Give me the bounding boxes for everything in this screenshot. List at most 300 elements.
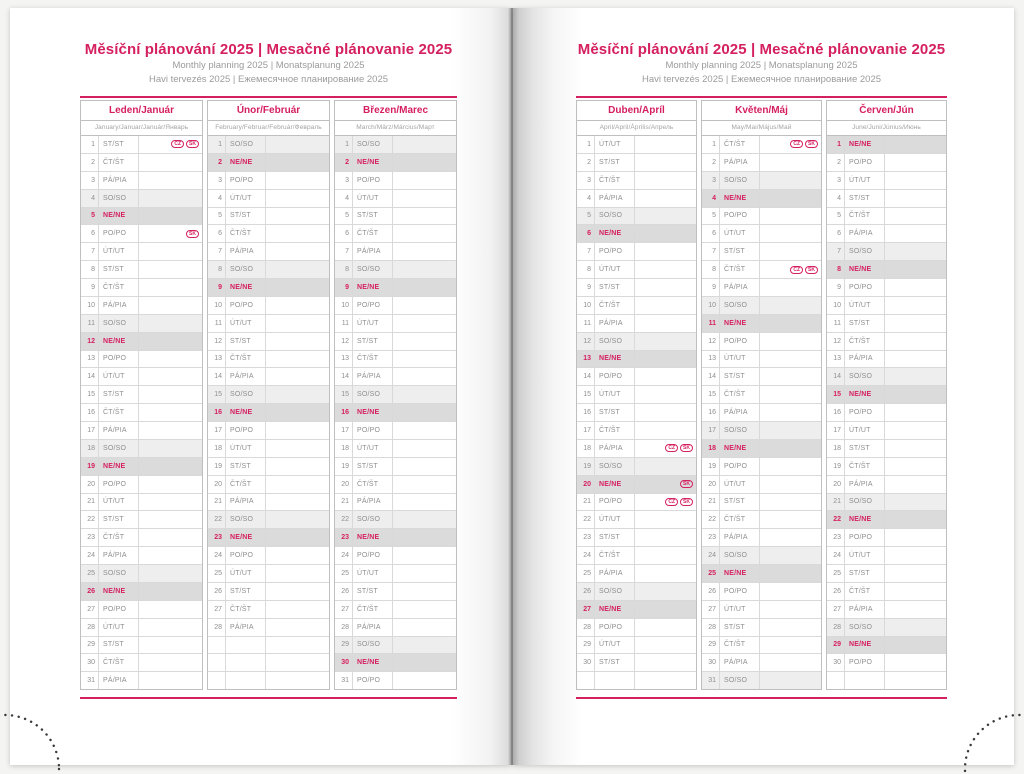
day-of-week: ÚT/UT (99, 619, 139, 636)
day-of-week: ÚT/UT (720, 225, 760, 242)
day-number: 7 (577, 243, 595, 260)
day-of-week: NE/NE (226, 529, 266, 546)
day-of-week: ST/ST (595, 529, 635, 546)
day-number: 1 (702, 136, 720, 153)
day-row (335, 332, 456, 350)
day-number (208, 637, 226, 654)
day-row (81, 350, 202, 368)
month-title: Únor/Február (207, 100, 330, 121)
day-of-week: NE/NE (845, 511, 885, 528)
notes-cell (393, 422, 456, 439)
notes-cell (635, 225, 696, 242)
day-row (827, 224, 946, 242)
notes-cell (760, 172, 821, 189)
day-number: 9 (335, 279, 353, 296)
day-number: 7 (335, 243, 353, 260)
notes-cell (266, 565, 329, 582)
day-of-week: PO/PO (353, 172, 393, 189)
day-of-week: ÚT/UT (845, 422, 885, 439)
day-number: 16 (81, 404, 99, 421)
day-of-week: PO/PO (845, 279, 885, 296)
day-number: 31 (81, 672, 99, 689)
day-of-week: ÚT/UT (99, 243, 139, 260)
notes-cell (266, 261, 329, 278)
day-number: 16 (827, 404, 845, 421)
notes-cell (393, 154, 456, 171)
day-of-week: ÚT/UT (845, 297, 885, 314)
day-of-week: ST/ST (720, 619, 760, 636)
day-row (702, 403, 821, 421)
day-row (702, 493, 821, 511)
notes-cell (266, 458, 329, 475)
notes-cell (393, 208, 456, 225)
day-number: 11 (335, 315, 353, 332)
day-row (208, 493, 329, 511)
day-number: 11 (81, 315, 99, 332)
notes-cell (760, 368, 821, 385)
day-number: 17 (208, 422, 226, 439)
month-table (701, 100, 822, 690)
day-of-week: PO/PO (595, 368, 635, 385)
month-table (826, 100, 947, 690)
notes-cell (760, 637, 821, 654)
page-right (513, 8, 1014, 765)
day-row (335, 136, 456, 153)
notes-cell (760, 386, 821, 403)
day-number: 7 (702, 243, 720, 260)
day-number: 26 (335, 583, 353, 600)
notes-cell (760, 565, 821, 582)
day-row (827, 475, 946, 493)
month-title: Březen/Marec (334, 100, 457, 121)
day-row (335, 171, 456, 189)
day-of-week: ČT/ŠT (353, 601, 393, 618)
notes-cell (139, 583, 202, 600)
day-of-week: ST/ST (99, 136, 139, 153)
notes-cell (139, 136, 202, 153)
notes-cell (266, 476, 329, 493)
day-number: 11 (208, 315, 226, 332)
day-row (81, 278, 202, 296)
day-of-week: PÁ/PIA (99, 172, 139, 189)
day-number: 6 (827, 225, 845, 242)
day-row (577, 439, 696, 457)
notes-cell (266, 619, 329, 636)
day-row (335, 350, 456, 368)
holiday-badge-sk-icon: SK (186, 140, 199, 148)
notes-cell (885, 583, 946, 600)
notes-cell (393, 351, 456, 368)
day-row (335, 278, 456, 296)
day-number: 25 (577, 565, 595, 582)
day-of-week: PÁ/PIA (226, 494, 266, 511)
day-row (81, 136, 202, 153)
day-row (827, 671, 946, 689)
notes-cell (266, 440, 329, 457)
day-of-week: ČT/ŠT (353, 225, 393, 242)
day-of-week: ST/ST (226, 208, 266, 225)
notes-cell (266, 494, 329, 511)
day-of-week: SO/SO (353, 261, 393, 278)
day-of-week: PÁ/PIA (595, 440, 635, 457)
day-of-week: SO/SO (226, 511, 266, 528)
day-number: 14 (827, 368, 845, 385)
day-number: 9 (577, 279, 595, 296)
day-row (577, 207, 696, 225)
day-number: 12 (335, 333, 353, 350)
day-of-week: ST/ST (845, 565, 885, 582)
day-row (702, 189, 821, 207)
notes-cell (266, 583, 329, 600)
day-of-week: ST/ST (353, 583, 393, 600)
day-number: 14 (702, 368, 720, 385)
day-number: 30 (577, 654, 595, 671)
notes-cell (139, 672, 202, 689)
day-number: 24 (335, 547, 353, 564)
notes-cell (393, 368, 456, 385)
notes-cell (139, 190, 202, 207)
day-number: 20 (335, 476, 353, 493)
day-of-week: SO/SO (720, 297, 760, 314)
day-of-week: ČT/ŠT (845, 583, 885, 600)
month-subtitle: March/März/Március/Март (334, 121, 457, 136)
day-number: 15 (827, 386, 845, 403)
notes-cell (266, 529, 329, 546)
day-of-week: ST/ST (845, 440, 885, 457)
day-of-week: PO/PO (720, 333, 760, 350)
day-of-week: PÁ/PIA (845, 351, 885, 368)
day-of-week: ČT/ŠT (595, 547, 635, 564)
notes-cell (266, 601, 329, 618)
notes-cell (760, 422, 821, 439)
notes-cell (760, 208, 821, 225)
notes-cell (393, 547, 456, 564)
day-number: 16 (335, 404, 353, 421)
day-of-week: ST/ST (99, 637, 139, 654)
day-number: 2 (208, 154, 226, 171)
day-row (335, 671, 456, 689)
day-number: 4 (577, 190, 595, 207)
day-row (208, 314, 329, 332)
notes-cell (885, 333, 946, 350)
day-row (577, 260, 696, 278)
day-number: 9 (702, 279, 720, 296)
months-left (80, 100, 457, 690)
notes-cell (139, 440, 202, 457)
notes-cell (760, 476, 821, 493)
notes-cell (266, 279, 329, 296)
day-of-week: PÁ/PIA (595, 565, 635, 582)
notes-cell (885, 315, 946, 332)
day-row (81, 314, 202, 332)
day-of-week: PO/PO (845, 529, 885, 546)
notes-cell (885, 601, 946, 618)
day-of-week: PO/PO (99, 476, 139, 493)
day-row (577, 636, 696, 654)
day-number: 2 (577, 154, 595, 171)
day-of-week: NE/NE (595, 601, 635, 618)
day-number: 18 (577, 440, 595, 457)
day-row (81, 153, 202, 171)
day-of-week: ČT/ŠT (595, 422, 635, 439)
day-row (208, 189, 329, 207)
day-number: 21 (335, 494, 353, 511)
day-of-week: ÚT/UT (595, 136, 635, 153)
month-table (576, 100, 697, 690)
day-of-week: PO/PO (353, 672, 393, 689)
day-number (208, 654, 226, 671)
day-of-week: NE/NE (353, 654, 393, 671)
day-number: 22 (827, 511, 845, 528)
day-number: 2 (335, 154, 353, 171)
notes-cell (885, 476, 946, 493)
day-number: 27 (702, 601, 720, 618)
day-of-week: ČT/ŠT (353, 351, 393, 368)
day-of-week: NE/NE (720, 440, 760, 457)
day-row (827, 600, 946, 618)
day-of-week: PO/PO (353, 422, 393, 439)
day-of-week: ÚT/UT (99, 494, 139, 511)
page-subtitle-1: Monthly planning 2025 | Monatsplanung 2025 (172, 60, 365, 71)
day-of-week: NE/NE (226, 404, 266, 421)
day-number: 29 (577, 637, 595, 654)
notes-cell (266, 672, 329, 689)
day-row (335, 153, 456, 171)
day-row (702, 636, 821, 654)
notes-cell (760, 351, 821, 368)
day-of-week: PO/PO (226, 172, 266, 189)
day-number: 14 (208, 368, 226, 385)
holiday-badge-sk-icon: SK (805, 266, 818, 274)
day-of-week: SO/SO (99, 315, 139, 332)
day-of-week: ČT/ŠT (845, 458, 885, 475)
day-row (208, 636, 329, 654)
day-row (335, 314, 456, 332)
notes-cell (139, 172, 202, 189)
day-of-week: PO/PO (845, 654, 885, 671)
day-row (208, 439, 329, 457)
top-rule (576, 96, 947, 98)
day-of-week: ČT/ŠT (226, 351, 266, 368)
day-row (702, 136, 821, 153)
day-row (208, 671, 329, 689)
day-number: 1 (335, 136, 353, 153)
day-row (577, 136, 696, 153)
notes-cell (885, 297, 946, 314)
day-row (702, 564, 821, 582)
page-title: Měsíční plánování 2025 | Mesačné plánovanie 2025 (84, 41, 453, 58)
notes-cell (885, 172, 946, 189)
day-row (81, 618, 202, 636)
day-number: 13 (702, 351, 720, 368)
day-number: 24 (208, 547, 226, 564)
month-title: Červen/Jún (826, 100, 947, 121)
day-of-week: ČT/ŠT (595, 172, 635, 189)
day-of-week: PO/PO (353, 547, 393, 564)
notes-cell (885, 154, 946, 171)
day-row (702, 528, 821, 546)
notes-cell (760, 458, 821, 475)
day-of-week: NE/NE (845, 637, 885, 654)
day-number: 7 (827, 243, 845, 260)
day-number: 22 (577, 511, 595, 528)
holiday-badge-cz-icon: CZ (665, 444, 678, 452)
day-row (208, 475, 329, 493)
day-of-week: ST/ST (595, 154, 635, 171)
day-row (208, 385, 329, 403)
day-of-week: ST/ST (845, 190, 885, 207)
day-number: 6 (335, 225, 353, 242)
day-row (208, 171, 329, 189)
day-row (827, 385, 946, 403)
notes-cell (760, 261, 821, 278)
holiday-badge-sk-icon: SK (680, 444, 693, 452)
day-row (335, 653, 456, 671)
day-of-week: SO/SO (99, 565, 139, 582)
notes-cell (885, 136, 946, 153)
day-number: 8 (827, 261, 845, 278)
day-number: 4 (208, 190, 226, 207)
day-number: 21 (81, 494, 99, 511)
day-of-week: SO/SO (845, 243, 885, 260)
month-grid (334, 136, 457, 690)
day-number: 10 (81, 297, 99, 314)
page-subtitle-1: Monthly planning 2025 | Monatsplanung 2025 (665, 60, 858, 71)
day-number: 26 (702, 583, 720, 600)
day-number: 29 (335, 637, 353, 654)
day-number: 24 (577, 547, 595, 564)
day-of-week: NE/NE (845, 261, 885, 278)
notes-cell (760, 279, 821, 296)
day-of-week: NE/NE (353, 154, 393, 171)
day-number: 31 (702, 672, 720, 689)
day-of-week: ÚT/UT (595, 386, 635, 403)
day-of-week: ÚT/UT (226, 315, 266, 332)
day-of-week: ST/ST (720, 243, 760, 260)
day-number: 8 (208, 261, 226, 278)
day-number: 25 (335, 565, 353, 582)
notes-cell (393, 333, 456, 350)
day-of-week: SO/SO (99, 190, 139, 207)
notes-cell (635, 386, 696, 403)
day-row (208, 332, 329, 350)
day-row (208, 296, 329, 314)
notes-cell (139, 243, 202, 260)
day-row (702, 385, 821, 403)
day-of-week: NE/NE (99, 333, 139, 350)
day-row (208, 546, 329, 564)
day-of-week: ST/ST (595, 279, 635, 296)
day-of-week: NE/NE (353, 404, 393, 421)
day-of-week: ČT/ŠT (720, 637, 760, 654)
day-number: 16 (702, 404, 720, 421)
notes-cell (393, 297, 456, 314)
day-row (208, 242, 329, 260)
day-number: 17 (335, 422, 353, 439)
notes-cell (760, 154, 821, 171)
day-row (577, 385, 696, 403)
day-number: 5 (827, 208, 845, 225)
day-number: 6 (702, 225, 720, 242)
day-number: 15 (577, 386, 595, 403)
notes-cell (139, 315, 202, 332)
day-row (208, 421, 329, 439)
day-of-week: ST/ST (226, 583, 266, 600)
notes-cell (635, 547, 696, 564)
day-of-week: ÚT/UT (595, 511, 635, 528)
day-row (577, 242, 696, 260)
notes-cell (635, 476, 696, 493)
month-grid (207, 136, 330, 690)
notes-cell (393, 601, 456, 618)
notes-cell (139, 458, 202, 475)
day-of-week: PÁ/PIA (845, 601, 885, 618)
day-row (81, 385, 202, 403)
month-table (80, 100, 203, 690)
notes-cell (393, 458, 456, 475)
day-number: 10 (702, 297, 720, 314)
day-of-week: SO/SO (845, 619, 885, 636)
day-row (577, 153, 696, 171)
day-number: 23 (208, 529, 226, 546)
day-row (827, 457, 946, 475)
notes-cell (139, 494, 202, 511)
day-of-week (226, 672, 266, 689)
day-row (335, 618, 456, 636)
day-row (81, 224, 202, 242)
day-number: 3 (335, 172, 353, 189)
day-of-week: ST/ST (595, 404, 635, 421)
notes-cell (885, 190, 946, 207)
notes-cell (139, 297, 202, 314)
day-number: 13 (577, 351, 595, 368)
notes-cell (760, 190, 821, 207)
day-number: 19 (81, 458, 99, 475)
day-number: 22 (81, 511, 99, 528)
day-of-week: ÚT/UT (226, 440, 266, 457)
day-of-week: SO/SO (720, 422, 760, 439)
day-row (81, 582, 202, 600)
day-number: 17 (577, 422, 595, 439)
day-of-week: ČT/ŠT (720, 386, 760, 403)
day-row (335, 636, 456, 654)
page-header (80, 41, 457, 86)
day-number: 2 (702, 154, 720, 171)
day-number: 27 (827, 601, 845, 618)
bottom-rule (576, 697, 947, 699)
day-of-week: PÁ/PIA (353, 494, 393, 511)
month-grid (80, 136, 203, 690)
day-of-week: PO/PO (99, 225, 139, 242)
notes-cell (139, 225, 202, 242)
day-of-week: ÚT/UT (595, 637, 635, 654)
notes-cell (266, 333, 329, 350)
notes-cell (266, 225, 329, 242)
day-number: 2 (81, 154, 99, 171)
notes-cell (885, 225, 946, 242)
day-row (335, 457, 456, 475)
day-of-week: PO/PO (99, 601, 139, 618)
day-of-week: PÁ/PIA (99, 297, 139, 314)
day-number: 20 (81, 476, 99, 493)
day-number: 18 (702, 440, 720, 457)
day-number: 15 (335, 386, 353, 403)
notes-cell (393, 619, 456, 636)
day-of-week: NE/NE (226, 279, 266, 296)
day-row (81, 242, 202, 260)
day-row (208, 564, 329, 582)
day-number: 18 (827, 440, 845, 457)
